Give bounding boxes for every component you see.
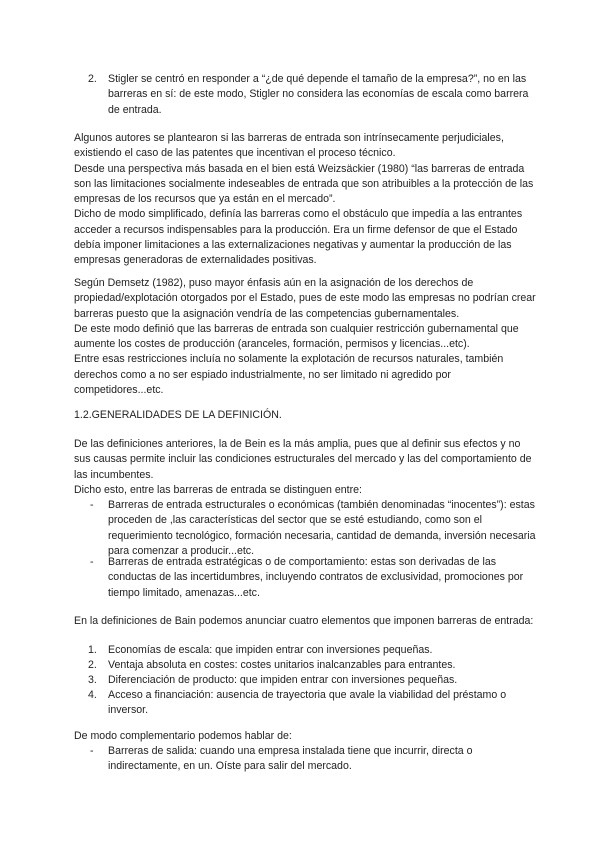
paragraph-restricciones: Entre esas restricciones incluía no solamente la explotación de recursos naturales, también derechos como a no ser espiado industrialmente, no ser limitado ni agredido por competidores...etc. — [74, 353, 504, 397]
paragraph-patentes: Algunos autores se plantearon si las barreras de entrada son intrínsecamente perjudiciales, existiendo el caso de las patentes que incentivan el proceso técnico. — [74, 132, 504, 160]
item-number: 3. — [88, 674, 97, 686]
paragraph-block-2 — [74, 276, 536, 398]
paragraph-definicion-demsetz: De este modo definió que las barreras de entrada son cualquier restricción gubernamental que aumente los costes de producción (aranceles, formación, permisos y licencias...etc). — [74, 322, 519, 351]
item-number: 4. — [88, 689, 97, 701]
paragraph-complementario: De modo complementario podemos hablar de: — [74, 730, 292, 742]
paragraph-block-3 — [74, 437, 536, 498]
paragraph-weizsackier: Desde una perspectiva más basada en el bien está Weizsäckier (1980) “las barreras de entrada son las limitaciones socialmente indeseables de entrada que son atribuibles a la protección de las empresas de los recursos que ya están en el mercado”. — [74, 162, 534, 206]
dash-list-item — [90, 555, 540, 601]
paragraph-demsetz: Según Demsetz (1982), puso mayor énfasis aún en la asignación de los derechos de propiedad/explotación otorgados por el Estado, pues de este modo las empresas no podrían crear barreras puesto que la asignación vendría de las competencias gubernamentales. — [74, 277, 536, 320]
item-text: Diferenciación de producto: que impiden entrar con inversiones pequeñas. — [108, 674, 458, 686]
dash-list-item — [90, 744, 540, 775]
dash-marker: - — [90, 556, 94, 568]
item-number: 2. — [88, 73, 97, 85]
paragraph-bein: De las definiciones anteriores, la de Bein es la más amplia, pues que al definir sus efectos y no sus causas permite incluir las condiciones estructurales del mercado y las del comportamiento de las incumbentes. — [74, 438, 532, 481]
item-number: 1. — [88, 644, 97, 656]
dash-list-item — [90, 498, 540, 559]
item-text: Barreras de entrada estructurales o económicas (también denominadas “inocentes”): estas proceden de ,las características del sector que se esté estudiando, como son el requerimiento tecnológico, formación necesaria, cantidad de demanda, inversión necesaria para comenzar a producir...etc. — [108, 499, 536, 557]
section-heading: 1.2.GENERALIDADES DE LA DEFINICIÓN. — [74, 409, 282, 421]
item-text: Acceso a financiación: ausencia de trayectoria que avale la viabilidad del préstamo o inversor. — [108, 689, 507, 717]
dash-marker: - — [90, 745, 94, 757]
dash-marker: - — [90, 499, 94, 511]
numbered-list-item — [88, 673, 540, 688]
paragraph-bain: En la definiciones de Bain podemos anunciar cuatro elementos que imponen barreras de entrada: — [74, 615, 534, 627]
paragraph-block-1 — [74, 131, 536, 269]
paragraph-distinguen: Dicho esto, entre las barreras de entrada se distinguen entre: — [74, 483, 362, 496]
item-text: Ventaja absoluta en costes: costes unitarios inalcanzables para entrantes. — [108, 659, 456, 671]
item-text: Economías de escala: que impiden entrar con inversiones pequeñas. — [108, 644, 433, 656]
item-text: Barreras de entrada estratégicas o de comportamiento: estas son derivadas de las conductas de las incertidumbres, incluyendo contratos de exclusividad, promociones por tiempo limitado, amenazas...etc. — [108, 556, 524, 599]
item-text: Barreras de salida: cuando una empresa instalada tiene que incurrir, directa o indirectamente, en un. Oíste para salir del mercado. — [108, 745, 473, 773]
numbered-list-item — [88, 688, 540, 719]
item-text: Stigler se centró en responder a “¿de qué depende el tamaño de la empresa?”, no en las barreras en sí: de este modo, Stigler no considera las economías de escala como barrera de entrada. — [108, 73, 529, 116]
item-number: 2. — [88, 659, 97, 671]
paragraph-simplificado: Dicho de modo simplificado, definía las barreras como el obstáculo que impedía a las entrantes acceder a recursos indispensables para la producción. Era un firme defensor de que el Estado debía imponer limitaciones a las externalizaciones negativas y aumentar la producción de las empresas generadoras de externalidades positivas. — [74, 208, 523, 267]
numbered-list-item — [88, 658, 540, 673]
numbered-list-item — [88, 643, 540, 658]
numbered-item-top — [88, 72, 540, 118]
